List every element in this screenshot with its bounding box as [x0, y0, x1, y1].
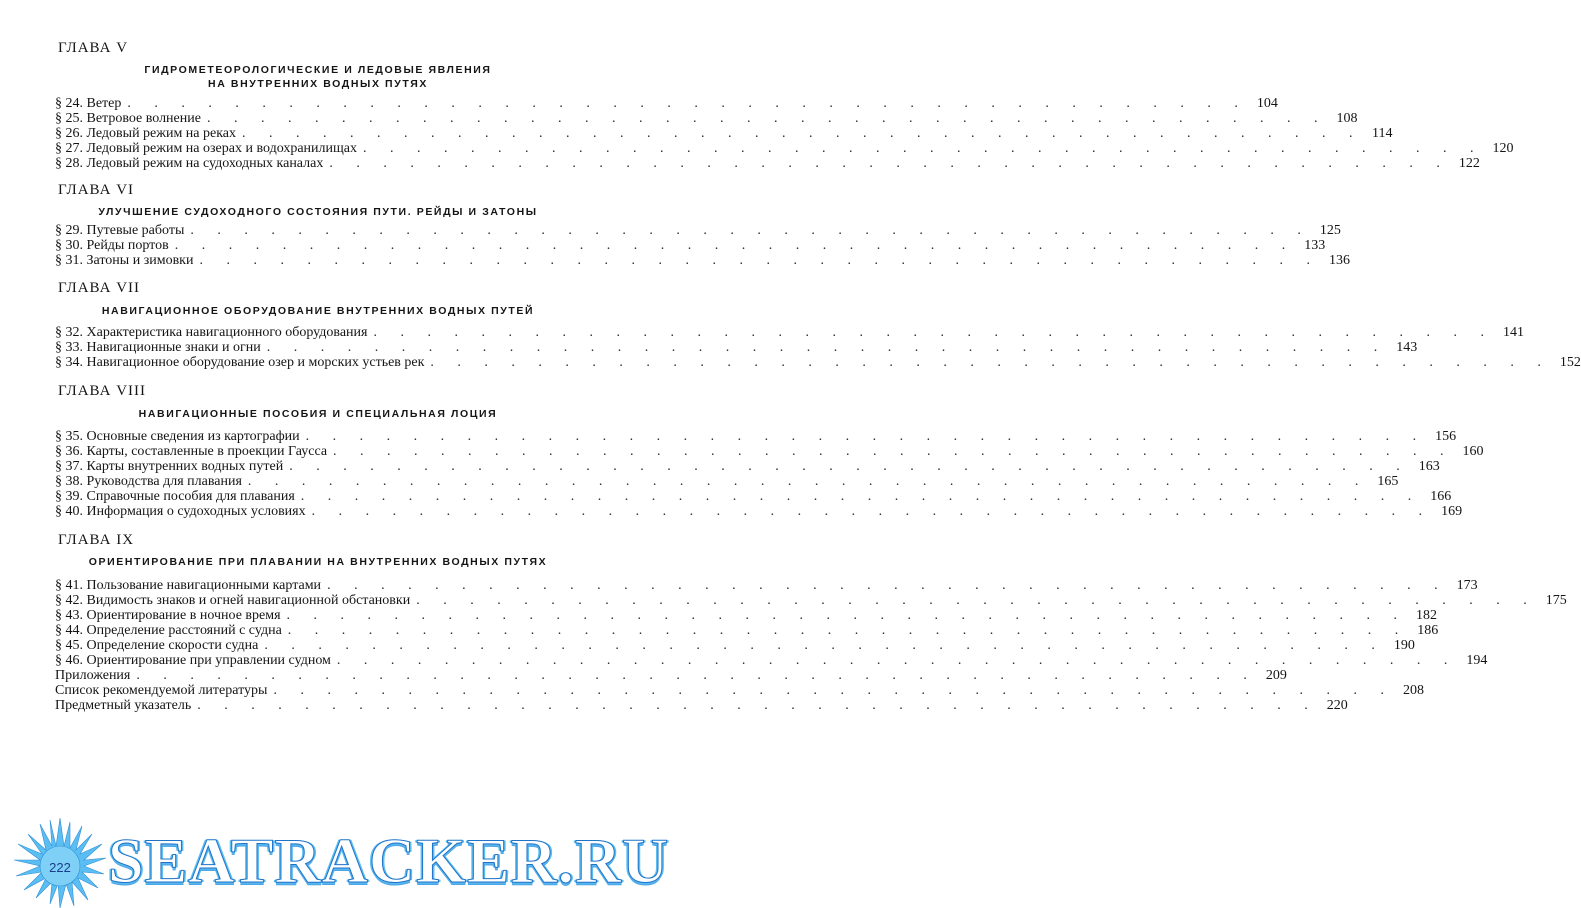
site-watermark: SEATRACKER.RU	[108, 821, 669, 901]
toc-entry: § 36. Карты, составленные в проекции Гаусса . . . . . . . . . . . . . . . . . . . . . . . . . . . . . . . . . . . . . . . . . . 160	[55, 444, 1484, 459]
chapter-5-subtitle-line-2: НА ВНУТРЕННИХ ВОДНЫХ ПУТЯХ	[208, 78, 428, 90]
toc-entry: § 38. Руководства для плавания . . . . . . . . . . . . . . . . . . . . . . . . . . . . . . . . . . . . . . . . . . 165	[55, 474, 1399, 489]
toc-entry: § 37. Карты внутренних водных путей . . . . . . . . . . . . . . . . . . . . . . . . . . . . . . . . . . . . . . . . . . 163	[55, 459, 1440, 474]
toc-entry: § 29. Путевые работы . . . . . . . . . . . . . . . . . . . . . . . . . . . . . . . . . . . . . . . . . . 125	[55, 223, 1341, 238]
toc-entry: § 45. Определение скорости судна . . . . . . . . . . . . . . . . . . . . . . . . . . . . . . . . . . . . . . . . . . 190	[55, 638, 1415, 653]
toc-entry: § 26. Ледовый режим на реках . . . . . . . . . . . . . . . . . . . . . . . . . . . . . . . . . . . . . . . . . . 114	[55, 126, 1393, 141]
toc-entry: § 24. Ветер . . . . . . . . . . . . . . . . . . . . . . . . . . . . . . . . . . . . . . . . . . 104	[55, 96, 1278, 111]
chapter-8-subtitle: НАВИГАЦИОННЫЕ ПОСОБИЯ И СПЕЦИАЛЬНАЯ ЛОЦИЯ	[138, 408, 498, 420]
toc-entry: § 31. Затоны и зимовки . . . . . . . . . . . . . . . . . . . . . . . . . . . . . . . . . . . . . . . . . . 136	[55, 253, 1350, 268]
toc-entry: § 44. Определение расстояний с судна . . . . . . . . . . . . . . . . . . . . . . . . . . . . . . . . . . . . . . . . . . 186	[55, 623, 1439, 638]
chapter-6-title: ГЛАВА VI	[58, 182, 135, 198]
toc-entry-bibliography: Список рекомендуемой литературы . . . . . . . . . . . . . . . . . . . . . . . . . . . . . . . . . . . . . . . . . . 208	[55, 683, 1424, 698]
toc-entry: § 33. Навигационные знаки и огни . . . . . . . . . . . . . . . . . . . . . . . . . . . . . . . . . . . . . . . . . . 143	[55, 340, 1418, 355]
toc-entry: § 30. Рейды портов . . . . . . . . . . . . . . . . . . . . . . . . . . . . . . . . . . . . . . . . . . 133	[55, 238, 1326, 253]
toc-entry-appendix: Приложения . . . . . . . . . . . . . . . . . . . . . . . . . . . . . . . . . . . . . . . . . . 209	[55, 668, 1287, 683]
toc-entry: § 32. Характеристика навигационного оборудования . . . . . . . . . . . . . . . . . . . . . . . . . . . . . . . . . . . . . . . . . . 141	[55, 325, 1524, 340]
toc-entry: § 41. Пользование навигационными картами . . . . . . . . . . . . . . . . . . . . . . . . . . . . . . . . . . . . . . . . . . 173	[55, 578, 1478, 593]
chapter-9-title: ГЛАВА IX	[58, 532, 135, 548]
toc-entry: § 39. Справочные пособия для плавания . . . . . . . . . . . . . . . . . . . . . . . . . . . . . . . . . . . . . . . . . . 166	[55, 489, 1452, 504]
page-number: 222	[49, 860, 71, 875]
toc-entry: § 25. Ветровое волнение . . . . . . . . . . . . . . . . . . . . . . . . . . . . . . . . . . . . . . . . . . 108	[55, 111, 1358, 126]
toc-entry: § 42. Видимость знаков и огней навигационной обстановки . . . . . . . . . . . . . . . . . . . . . . . . . . . . . . . . . . . . . . . . . . 175	[55, 593, 1567, 608]
chapter-7-subtitle: НАВИГАЦИОННОЕ ОБОРУДОВАНИЕ ВНУТРЕННИХ ВОДНЫХ ПУТЕЙ	[101, 305, 535, 317]
toc-entry: § 43. Ориентирование в ночное время . . . . . . . . . . . . . . . . . . . . . . . . . . . . . . . . . . . . . . . . . . 182	[55, 608, 1438, 623]
toc-entry: § 27. Ледовый режим на озерах и водохранилищах . . . . . . . . . . . . . . . . . . . . . . . . . . . . . . . . . . . . . . . . . . 120	[55, 141, 1514, 156]
toc-entry-index: Предметный указатель . . . . . . . . . . . . . . . . . . . . . . . . . . . . . . . . . . . . . . . . . . 220	[55, 698, 1348, 713]
chapter-5-title: ГЛАВА V	[58, 40, 129, 56]
toc-entry: § 46. Ориентирование при управлении судном . . . . . . . . . . . . . . . . . . . . . . . . . . . . . . . . . . . . . . . . . . 194	[55, 653, 1488, 668]
chapter-7-title: ГЛАВА VII	[58, 280, 141, 296]
chapter-8-title: ГЛАВА VIII	[58, 383, 147, 399]
chapter-6-subtitle: УЛУЧШЕНИЕ СУДОХОДНОГО СОСТОЯНИЯ ПУТИ. РЕЙДЫ И ЗАТОНЫ	[98, 206, 538, 218]
chapter-5-subtitle-line-1: ГИДРОМЕТЕОРОЛОГИЧЕСКИЕ И ЛЕДОВЫЕ ЯВЛЕНИЯ	[144, 64, 492, 76]
page-footer	[0, 808, 670, 908]
toc-entry: § 35. Основные сведения из картографии . . . . . . . . . . . . . . . . . . . . . . . . . . . . . . . . . . . . . . . . . . 156	[55, 429, 1457, 444]
toc-entry: § 28. Ледовый режим на судоходных каналах . . . . . . . . . . . . . . . . . . . . . . . . . . . . . . . . . . . . . . . . . . 122	[55, 156, 1480, 171]
chapter-9-subtitle: ОРИЕНТИРОВАНИЕ ПРИ ПЛАВАНИИ НА ВНУТРЕННИХ ВОДНЫХ ПУТЯХ	[88, 556, 548, 568]
toc-entry: § 34. Навигационное оборудование озер и морских устьев рек . . . . . . . . . . . . . . . . . . . . . . . . . . . . . . . . . . . . . . . . . . 152	[55, 355, 1581, 370]
toc-entry: § 40. Информация о судоходных условиях . . . . . . . . . . . . . . . . . . . . . . . . . . . . . . . . . . . . . . . . . . 169	[55, 504, 1463, 519]
